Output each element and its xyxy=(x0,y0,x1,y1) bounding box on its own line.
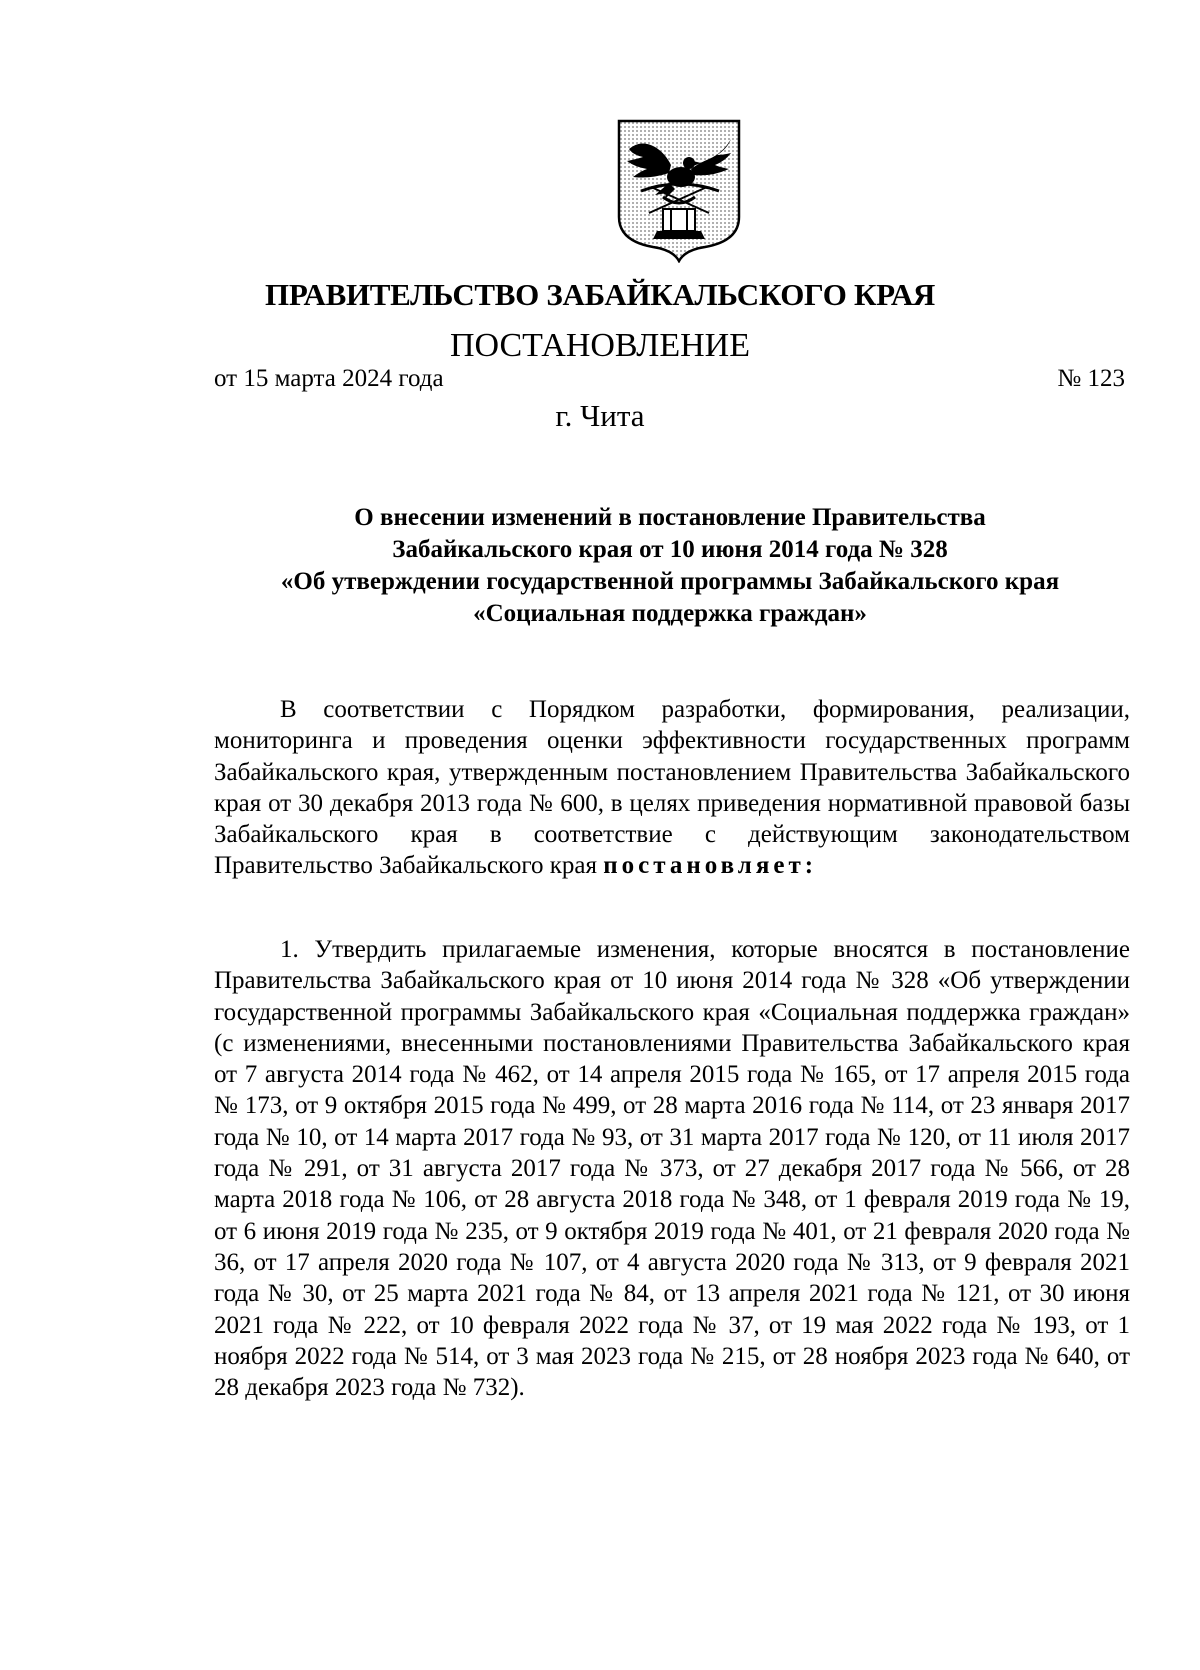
title-line: О внесении изменений в постановление Правительства xyxy=(354,504,986,531)
document-type: ПОСТАНОВЛЕНИЕ xyxy=(449,327,751,364)
document-date: от 15 марта 2024 года xyxy=(214,365,444,392)
resolves-word: постановляет: xyxy=(603,852,818,880)
coat-of-arms-eagle-icon xyxy=(611,117,747,263)
title-line: «Об утверждении государственной программы Забайкальского края xyxy=(280,568,1060,595)
title-line: Забайкальского края от 10 июня 2014 года № 328 xyxy=(392,536,948,563)
preamble-text: В соответствии с Порядком разработки, формирования, реализации, мониторинга и проведения оценки эффективности государственных программ Забайкальского края, утвержденным постановлением Правительства Забайкальского края от 30 декабря 2013 года № 600, в целях приведения нормативной правовой базы Забайкальского края в соответствие с действующим законодательством Правительство Забайкальского края xyxy=(214,696,1130,880)
item-1-paragraph: 1. Утвердить прилагаемые изменения, которые вносятся в постановление Правительства Забайкальского края от 10 июня 2014 года № 328 «Об утверждении государственной программы Забайкальского края «Социальная поддержка граждан» (с изменениями, внесенными постановлениями Правительства Забайкальского края от 7 августа 2014 года № 462, от 14 апреля 2015 года № 165, от 17 апреля 2015 года № 173, от 9 октября 2015 года № 499, от 28 марта 2016 года № 114, от 23 января 2017 года № 10, от 14 марта 2017 года № 93, от 31 марта 2017 года № 120, от 11 июля 2017 года № 291, от 31 августа 2017 года № 373, от 27 декабря 2017 года № 566, от 28 марта 2018 года № 106, от 28 августа 2018 года № 348, от 1 февраля 2019 года № 19, от 6 июня 2019 года № 235, от 9 октября 2019 года № 401, от 21 февраля 2020 года № 36, от 17 апреля 2020 года № 107, от 4 августа 2020 года № 313, от 9 февраля 2021 года № 30, от 25 марта 2021 года № 84, от 13 апреля 2021 года № 121, от 30 июня 2021 года № 222, от 10 февраля 2022 года № 37, от 19 мая 2022 года № 193, от 1 ноября 2022 года № 514, от 3 мая 2023 года № 215, от 28 ноября 2023 года № 640, от 28 декабря 2023 года № 732). xyxy=(214,936,1130,1402)
document-city: г. Чита xyxy=(555,398,645,433)
organization-title: ПРАВИТЕЛЬСТВО ЗАБАЙКАЛЬСКОГО КРАЯ xyxy=(265,277,935,312)
document-title xyxy=(200,502,1140,630)
preamble-paragraph xyxy=(214,694,1130,882)
title-line: «Социальная поддержка граждан» xyxy=(473,600,867,627)
document-number: № 123 xyxy=(1057,365,1125,392)
